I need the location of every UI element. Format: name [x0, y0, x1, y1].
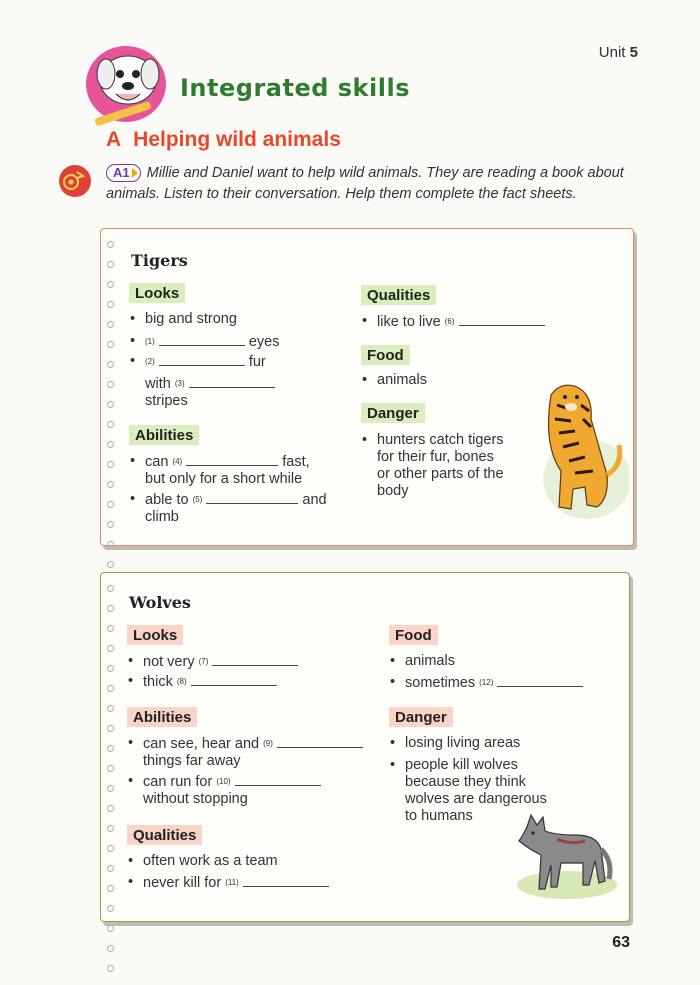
answer-blank[interactable] — [191, 673, 277, 686]
tigers-danger-heading: Danger — [361, 403, 425, 423]
answer-blank[interactable] — [235, 773, 321, 786]
answer-blank[interactable] — [186, 453, 278, 466]
wolves-fact-sheet — [100, 572, 630, 922]
wolves-abilities-heading: Abilities — [127, 707, 197, 727]
answer-blank[interactable] — [212, 653, 298, 666]
wolves-title: Wolves — [129, 593, 191, 612]
list-item: • hunters catch tigers for their fur, bones or other parts of the body — [362, 432, 504, 499]
wolves-qualities-heading: Qualities — [127, 825, 202, 845]
list-item: • $^{(1)}$ eyes — [130, 333, 280, 350]
tigers-abilities-heading: Abilities — [129, 425, 199, 445]
list-item: • can see, hear and $^{(9)}$ things far away — [143, 735, 363, 770]
tigers-food-heading: Food — [361, 345, 410, 365]
list-item: • sometimes $^{(12)}$ — [405, 674, 583, 692]
list-item: • losing living areas — [390, 735, 521, 751]
list-item: • people kill wolves because they think wolves are dangerous to humans — [390, 757, 547, 824]
unit-label: Unit 5 — [598, 44, 638, 61]
tigers-looks-heading: Looks — [129, 283, 185, 303]
list-item: • thick $^{(8)}$ — [143, 673, 277, 691]
answer-blank[interactable] — [497, 674, 583, 687]
notebook-spiral — [106, 241, 116, 601]
answer-blank[interactable] — [189, 375, 275, 388]
answer-blank[interactable] — [206, 491, 298, 504]
wolves-danger-heading: Danger — [389, 707, 453, 727]
list-item: with $^{(3)}$ stripes — [145, 375, 275, 410]
list-item: • often work as a team — [128, 853, 278, 869]
tigers-fact-sheet — [100, 228, 634, 546]
page-number: 63 — [612, 934, 630, 951]
answer-blank[interactable] — [243, 874, 329, 887]
list-item: • not very $^{(7)}$ — [143, 653, 298, 671]
answer-blank[interactable] — [459, 313, 545, 326]
wolves-looks-heading: Looks — [127, 625, 183, 645]
list-item: • never kill for $^{(11)}$ — [143, 874, 329, 892]
answer-blank[interactable] — [159, 353, 245, 366]
section-heading: A Helping wild animals — [106, 128, 341, 151]
tigers-title: Tigers — [131, 251, 188, 270]
list-item: • like to live $^{(6)}$ — [377, 313, 545, 331]
list-item: • able to $^{(5)}$ and climb — [130, 491, 327, 525]
instruction-text: A1 Millie and Daniel want to help wild animals. They are reading a book about animals. Listen to their conversation. Help them complete the fact sheets. — [106, 165, 624, 202]
tigers-qualities-heading: Qualities — [361, 285, 436, 305]
list-item: • $^{(2)}$ fur — [130, 353, 266, 370]
track-badge: A1 — [106, 164, 141, 182]
list-item: • animals — [362, 372, 427, 388]
list-item: • big and strong — [130, 311, 237, 327]
list-item: • animals — [390, 653, 455, 669]
cd-audio-icon — [58, 164, 92, 198]
wolves-food-heading: Food — [389, 625, 438, 645]
page-title: Integrated skills — [180, 74, 410, 102]
notebook-spiral — [106, 585, 116, 985]
answer-blank[interactable] — [277, 735, 363, 748]
list-item: • can run for $^{(10)}$ without stopping — [143, 773, 321, 808]
list-item: • can $^{(4)}$ fast, but only for a short while — [130, 453, 310, 487]
answer-blank[interactable] — [159, 333, 245, 346]
tiger-illustration-icon — [521, 375, 629, 521]
wolf-illustration-icon — [505, 809, 617, 901]
dog-mascot-icon — [82, 40, 178, 128]
